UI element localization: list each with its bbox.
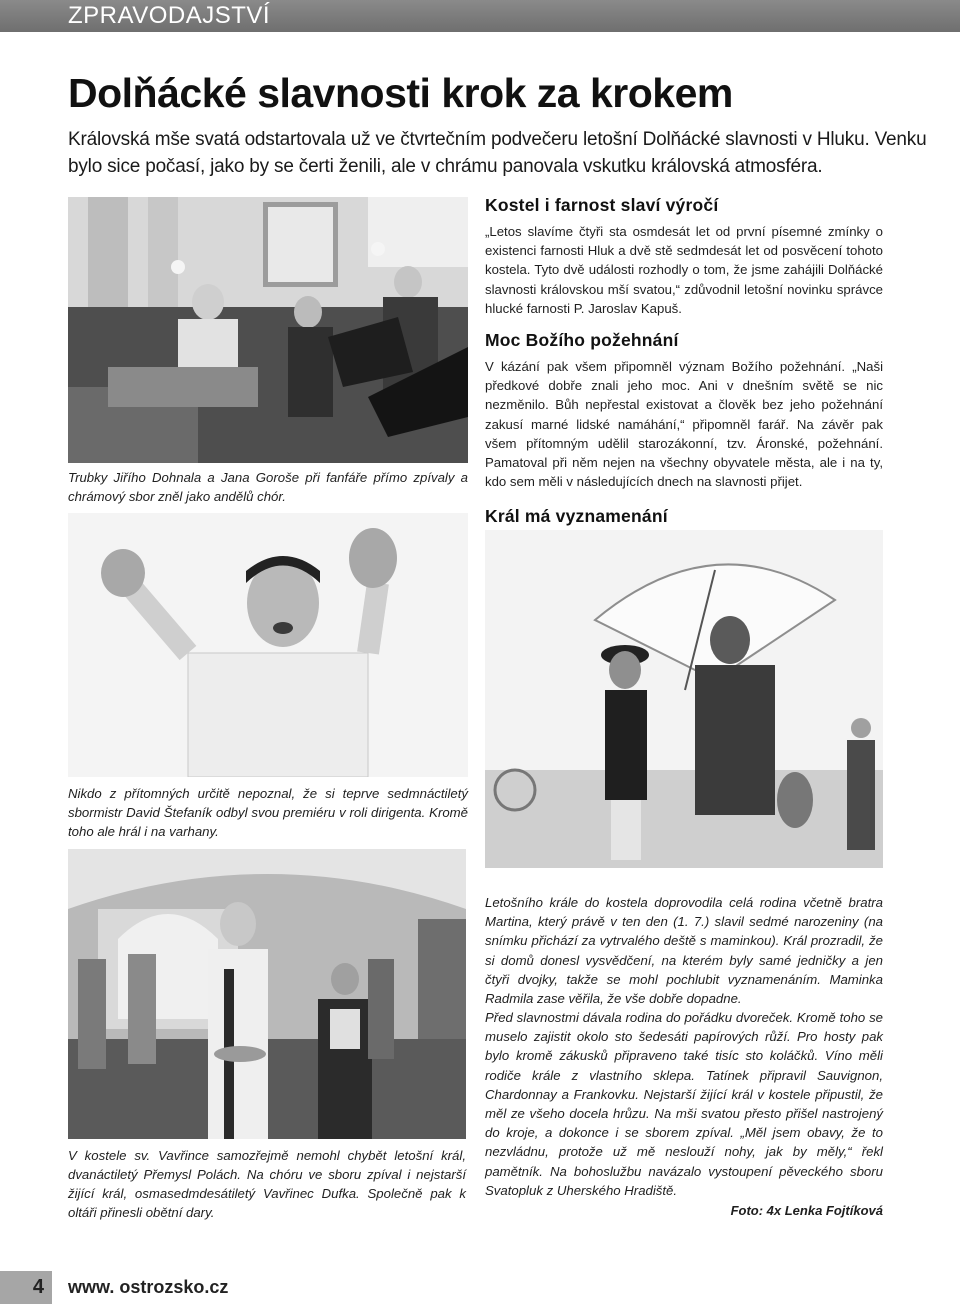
section-heading-anniversary: Kostel i farnost slaví výročí [485,195,719,215]
church-photo [68,849,466,1139]
section-heading-king: Král má vyznamenání [485,506,668,526]
page-number: 4 [32,1276,44,1298]
choir-photo-illustration [68,197,468,463]
choir-photo-caption: Trubky Jiřího Dohnala a Jana Goroše při fanfáře přímo zpívaly a chrámový sbor zněl jako andělů chór. [68,470,468,504]
section-header-bar [0,0,960,32]
section-text-anniversary: „Letos slavíme čtyři sta osmdesát let od první písemné zmínky o existenci farnosti Hluk a dvě stě sedmdesát let od posvěcení tohoto kostela. Tyto dvě události rozhodly o tom, že jsme zahájili Dolňácké slavnosti královskou mší svatou,“ zdůvodnil letošní novinku správce hlucké farnosti P. Jaroslav Kapuš. [485,224,883,316]
article-lead: Královská mše svatá odstartovala už ve čtvrtečním podvečeru letošní Dolňácké slavnosti v Hluku. Venku bylo sice počasí, jako by se čerti ženili, ale v chrámu panovala vskutku královská atmosféra. [68,129,927,177]
king-story-paragraph-1: Letošního krále do kostela doprovodila celá rodina včetně bratra Martina, který právě v ten den (1. 7.) slavil sedmé narozeniny (na snímku přichází za vytrvalého deště s maminkou). Král prozradil, že si domů donesl vysvědčení, na kterém byly samé jedničky a jen čtyři dvojky, takže se mohl pochlubit vyznamenáním. Maminka Radmila zase věřila, že vše dobře dopadne. [485,895,883,1007]
photo-credit: Foto: 4x Lenka Fojtíková [730,1203,883,1218]
king-story-paragraph-2: Před slavnostmi dávala rodina do pořádku dvoreček. Kromě toho se muselo zajistit okolo sto šedesáti papírových růží. Pro hosty pak bylo kromě zákusků připraveno také tisíc sto koláčků. Víno měli rodiče krále z vlastního sklepa. Tatínek připravil Sauvignon, Chardonnay a Frankovku. Nejstarší žijící král v kostele připustil, že měl ze všeho docela hrůzu. Na mši svatou přesto přišel nastrojený do kroje, a dokonce i se sborem zpíval. „Měl jsem obavy, že to nezvládnu, protože už mě neslouží nohy, jak by měly,“ řekl pamětník. Na bohoslužbu navázalo vystoupení pěveckého sboru Svatopluk z Uherského Hradiště. [485,1010,883,1198]
conductor-photo-illustration [68,513,468,777]
page-number-box [0,1271,52,1304]
church-photo-illustration [68,849,466,1139]
umbrella-photo-illustration [485,530,883,868]
section-label: ZPRAVODAJSTVÍ [68,2,271,29]
umbrella-photo [485,530,883,868]
section-heading-blessing: Moc Božího požehnání [485,330,679,350]
conductor-photo [68,513,468,777]
choir-photo [68,197,468,463]
church-photo-caption: V kostele sv. Vavřince samozřejmě nemohl chybět letošní král, dvanáctiletý Přemysl Polách. Na chóru ve sboru zpíval i nejstarší žijící král, osmasedmdesátiletý Vavřinec Dufka. Společně pak k oltáři přinesli obětní dary. [68,1148,466,1220]
conductor-photo-caption: Nikdo z přítomných určitě nepoznal, že si teprve sedmnáctiletý sbormistr David Štefaník odbyl svou premiéru v roli dirigenta. Kromě toho ale hrál i na varhany. [68,786,468,839]
section-text-blessing: V kázání pak všem připomněl význam Božího požehnání. „Naši předkové dobře znali jeho moc. Ani v dnešním světě se nic nezměnilo. Bůh nepřestal existovat a člověk bez jeho požehnání zakusí marné lidské namáhání,“ připomněl farář. Na závěr pak všem přítomným udělil starozákonní, tzv. Áronské, požehnání. Pamatoval při něm nejen na všechny obyvatele města, ale i na ty, kdo sem měli v následujících dnech na slavnosti přijet. [485,359,883,490]
article-headline: Dolňácké slavnosti krok za krokem [68,70,733,116]
website-link[interactable]: www. ostrozsko.cz [68,1277,229,1297]
